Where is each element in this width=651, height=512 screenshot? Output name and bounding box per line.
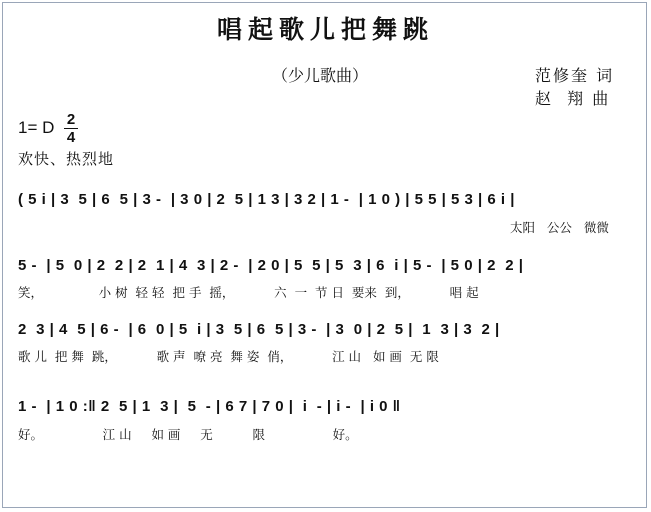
composer-credit: 赵 翔 曲 xyxy=(535,89,611,108)
key-signature: 1= D xyxy=(18,118,55,137)
song-title: 唱起歌儿把舞跳 xyxy=(216,15,434,44)
lyrics-line-4: 好。 江 山 如 画 无 限 好。 xyxy=(18,427,358,442)
lyrics-line-3: 歌 儿 把 舞 跳， 歌 声 嘹 亮 舞 姿 俏， 江 山 如 画 无 限 xyxy=(18,349,439,364)
lyrics-line-1: 太阳 公公 微微 xyxy=(510,220,609,235)
notation-line-2: 5 - | 5 0 | 2 2 | 2 1 | 4 3 | 2 - | 2 0 | 5 5 | 5 3 | 6 i | 5 - | 5 0 | 2 2 | xyxy=(18,257,524,274)
lyrics-line-2: 笑， 小 树 轻 轻 把 手 摇， 六 一 节 日 要来 到， 唱 起 xyxy=(18,285,479,300)
notation-line-3: 2 3 | 4 5 | 6 - | 6 0 | 5 i | 3 5 | 6 5 | 3 - | 3 0 | 2 5 | 1 3 | 3 2 | xyxy=(18,321,500,338)
song-subtitle: （少儿歌曲） xyxy=(272,66,369,85)
lyricist-credit: 范修奎 词 xyxy=(535,66,615,85)
tempo-marking: 欢快、热烈地 xyxy=(18,150,115,168)
time-signature xyxy=(64,112,78,145)
notation-line-1: ( 5 i | 3 5 | 6 5 | 3 - | 3 0 | 2 5 | 1 3 | 3 2 | 1 - | 1 0 ) | 5 5 | 5 3 | 6 i | xyxy=(18,191,515,208)
notation-line-4: 1 - | 1 0 :‖ 2 5 | 1 3 | 5 - | 6 7 | 7 0 | i - | i - | i 0 ‖ xyxy=(18,398,401,415)
time-signature-bottom: 4 xyxy=(66,129,76,146)
time-signature-top: 2 xyxy=(66,111,76,128)
